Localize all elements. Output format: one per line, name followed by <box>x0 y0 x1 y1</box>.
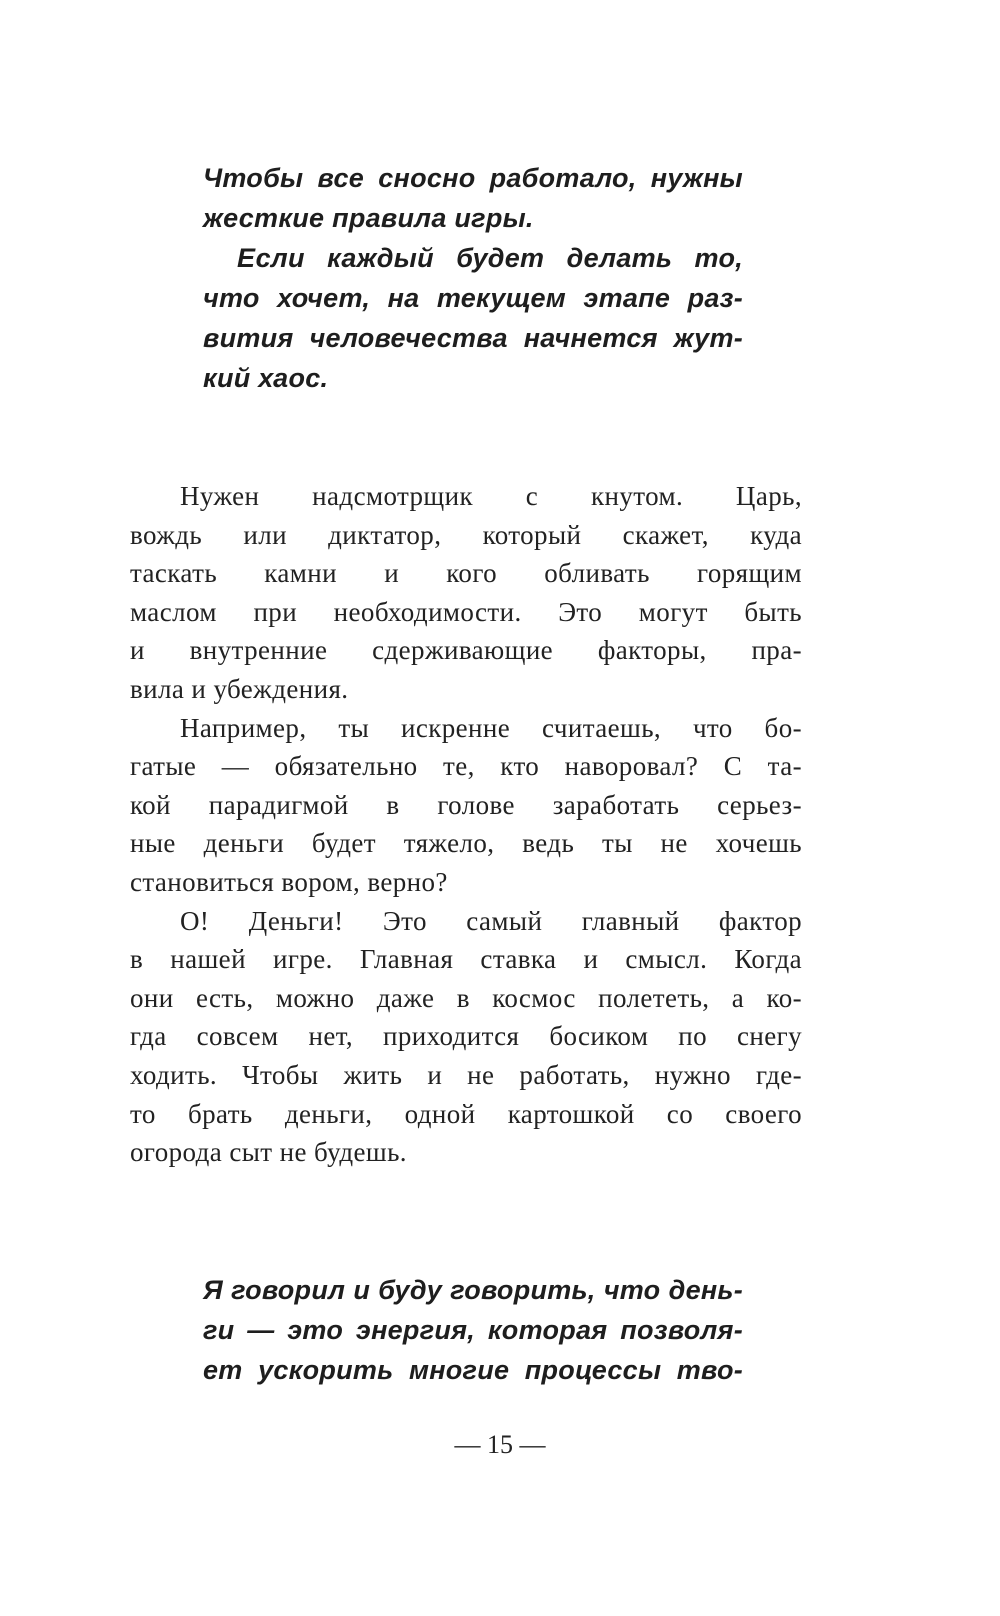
quote-line: что хочет, на текущем этапе раз- <box>203 283 743 313</box>
body-text <box>130 477 802 1172</box>
body-text-line: таскать камни и кого обливать горящим <box>130 558 802 589</box>
quote-line: кий хаос. <box>203 363 329 393</box>
quote-block-bottom <box>203 1270 743 1390</box>
quote-line: Чтобы все сносно работало, нужны <box>203 163 743 193</box>
body-text-line: они есть, можно даже в космос полететь, а ко- <box>130 982 802 1013</box>
quote-block-top <box>203 158 743 398</box>
quote-line: Я говорил и буду говорить, что день- <box>203 1275 743 1305</box>
quote-line: ет ускорить многие процессы тво- <box>203 1355 743 1385</box>
body-text-line: то брать деньги, одной картошкой со своего <box>130 1098 802 1129</box>
body-text-line: гатые — обязательно те, кто наворовал? С та- <box>130 751 802 782</box>
quote-line: жесткие правила игры. <box>203 203 534 233</box>
body-text-line: и внутренние сдерживающие факторы, пра- <box>130 635 802 666</box>
page-number: — 15 — <box>454 1430 546 1459</box>
body-text-line: ходить. Чтобы жить и не работать, нужно где- <box>130 1059 802 1090</box>
body-text-line: огорода сыт не будешь. <box>130 1137 407 1168</box>
body-text-line: вождь или диктатор, который скажет, куда <box>130 519 802 550</box>
body-text-line: гда совсем нет, приходится босиком по снегу <box>130 1021 802 1052</box>
body-text-line: ные деньги будет тяжело, ведь ты не хочешь <box>130 828 802 859</box>
quote-line: вития человечества начнется жут- <box>203 323 743 353</box>
quote-line: ги — это энергия, которая позволя- <box>203 1315 743 1345</box>
body-text-line: Например, ты искренне считаешь, что бо- <box>180 712 802 743</box>
body-text-line: кой парадигмой в голове заработать серьез- <box>130 789 802 820</box>
body-text-line: в нашей игре. Главная ставка и смысл. Когда <box>130 944 802 975</box>
quote-line: Если каждый будет делать то, <box>237 243 743 273</box>
body-text-line: О! Деньги! Это самый главный фактор <box>180 905 802 936</box>
body-text-line: становиться вором, верно? <box>130 866 448 897</box>
body-text-line: вила и убеждения. <box>130 673 349 704</box>
body-text-line: маслом при необходимости. Это могут быть <box>130 596 802 627</box>
body-text-line: Нужен надсмотрщик с кнутом. Царь, <box>180 481 802 511</box>
